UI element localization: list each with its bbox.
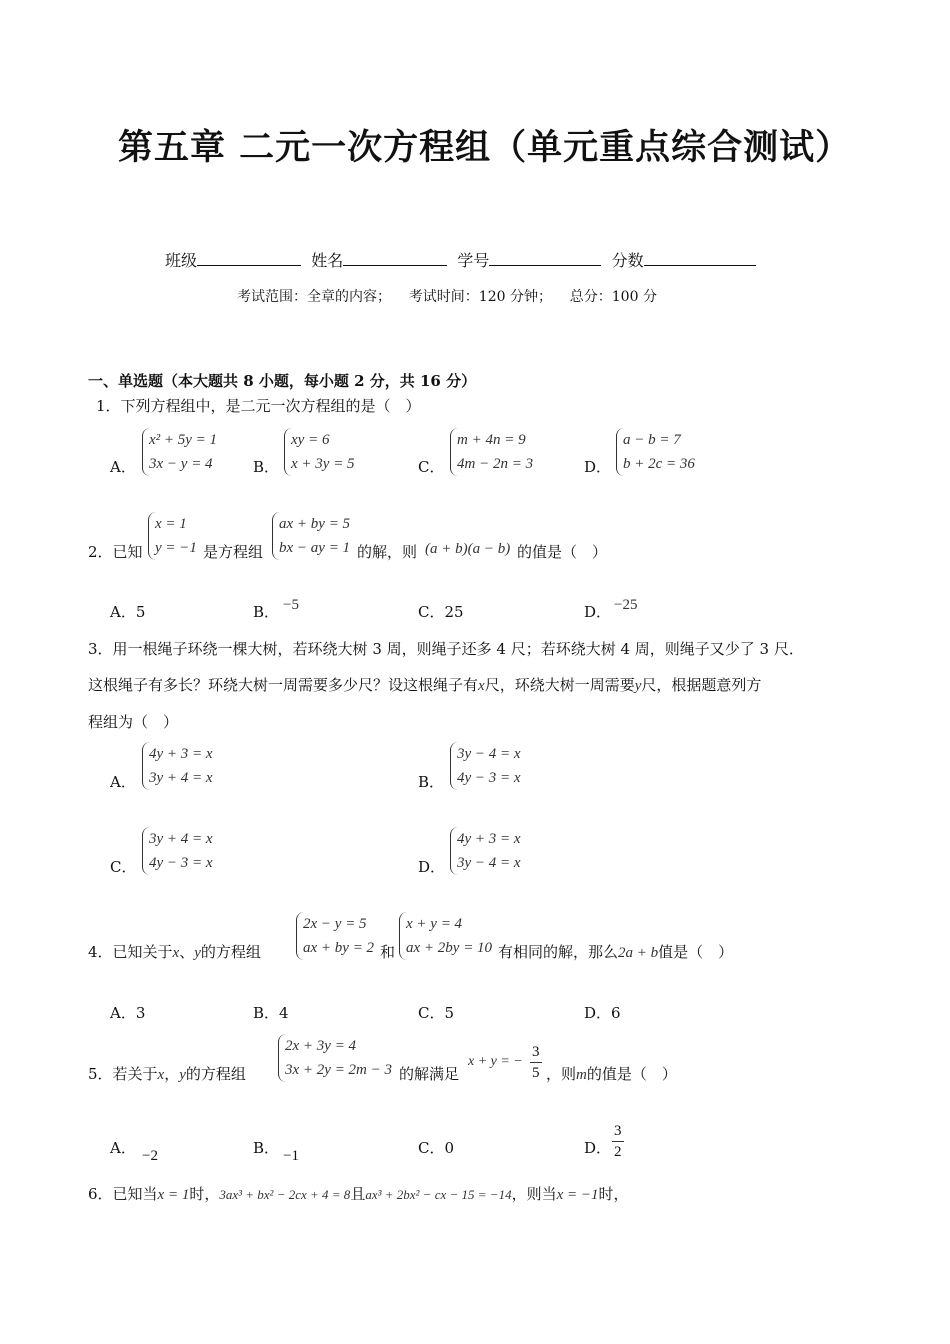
q2-solution-system: x = 1 y = −1 (148, 512, 197, 560)
q1-label-d[interactable]: D． (584, 458, 612, 476)
student-info-line (165, 248, 756, 271)
name-blank[interactable] (343, 249, 447, 266)
q1-stem: 1．下列方程组中，是二元一次方程组的是（ ） (96, 397, 421, 415)
q2-equation-system: ax + by = 5 bx − ay = 1 (272, 512, 350, 560)
q5-mid2: 的解满足 (399, 1065, 460, 1083)
q4-system-1: 2x − y = 5 ax + by = 2 (296, 912, 374, 960)
q1-option-b-system[interactable]: xy = 6 x + 3y = 5 (284, 428, 355, 476)
q3-line3: 程组为（ ） (88, 713, 179, 731)
score-label: 分数 (611, 251, 644, 270)
q1-option-a-system[interactable]: x² + 5y = 1 3x − y = 4 (142, 428, 217, 476)
q2-suffix1: 的解，则 (357, 543, 418, 561)
q4-option-d[interactable]: D．6 (584, 1004, 621, 1022)
q5-condition-fraction: $\frac{3}{5}$ (532, 1044, 540, 1081)
q2-prefix: 2．已知 (88, 543, 143, 561)
id-blank[interactable] (489, 249, 601, 266)
class-blank[interactable] (197, 249, 301, 266)
q3-label-b[interactable]: B． (418, 773, 445, 791)
q3-option-d-system[interactable]: 4y + 3 = x 3y − 4 = x (450, 827, 521, 875)
page-title: 第五章 二元一次方程组（单元重点综合测试） (118, 128, 852, 168)
score-blank[interactable] (644, 249, 756, 266)
q5-text-end: ，则m的值是（ ） (546, 1065, 677, 1083)
q5-option-d-fraction: $\frac{3}{2}$ (614, 1123, 622, 1160)
q3-option-b-system[interactable]: 3y − 4 = x 4y − 3 = x (450, 742, 521, 790)
q6-text: 6．已知当x = 1时，3ax³ + bx² − 2cx + 4 = 8且ax³ + 2bx² − cx − 15 = −14，则当x = −1时， (88, 1185, 629, 1203)
name-label: 姓名 (311, 251, 344, 270)
q4-option-c[interactable]: C．5 (418, 1004, 455, 1022)
q2-option-a[interactable]: A．5 (110, 603, 146, 621)
q1-label-b[interactable]: B． (253, 458, 280, 476)
q2-option-c[interactable]: C．25 (418, 603, 464, 621)
q2-option-b-label[interactable]: B． (253, 603, 280, 621)
q3-line1: 3．用一根绳子环绕一棵大树，若环绕大树 3 周，则绳子还多 4 尺；若环绕大树 4 周，则绳子又少了 3 尺． (88, 640, 804, 658)
q3-option-c-system[interactable]: 3y + 4 = x 4y − 3 = x (142, 827, 213, 875)
q5-option-b-value: −1 (283, 1148, 299, 1164)
q2-option-d-value: −25 (614, 597, 638, 613)
section-heading: 一、单选题（本大题共 8 小题，每小题 2 分，共 16 分） (88, 372, 477, 390)
q2-option-d-label[interactable]: D． (584, 603, 612, 621)
q5-option-d-label[interactable]: D． (584, 1139, 612, 1157)
q5-option-c[interactable]: C．0 (418, 1139, 455, 1157)
q3-option-a-system[interactable]: 4y + 3 = x 3y + 4 = x (142, 742, 213, 790)
q4-system-2: x + y = 4 ax + 2by = 10 (399, 912, 492, 960)
q5-text-start: 5．若关于x，y的方程组 (88, 1065, 246, 1083)
q1-option-c-system[interactable]: m + 4n = 9 4m − 2n = 3 (450, 428, 533, 476)
q2-suffix2: 的值是（ ） (517, 543, 608, 561)
q4-text-start: 4．已知关于x、y的方程组 (88, 943, 261, 961)
q5-system: 2x + 3y = 4 3x + 2y = 2m − 3 (278, 1034, 392, 1082)
exam-info: 考试范围：全章的内容； 考试时间：120 分钟； 总分：100 分 (237, 289, 657, 305)
q1-label-a[interactable]: A． (110, 458, 136, 476)
q1-option-d-system[interactable]: a − b = 7 b + 2c = 36 (616, 428, 695, 476)
q3-label-c[interactable]: C． (110, 858, 137, 876)
q4-text-end: 有相同的解，那么2a + b值是（ ） (498, 943, 734, 961)
q2-option-b-value: −5 (283, 597, 299, 613)
q3-label-d[interactable]: D． (418, 858, 446, 876)
class-label: 班级 (165, 251, 198, 270)
q5-condition: x + y = − (468, 1054, 523, 1069)
q2-mid: 是方程组 (203, 543, 264, 561)
q2-expression: (a + b)(a − b) (425, 541, 511, 557)
q5-option-b-label[interactable]: B． (253, 1139, 280, 1157)
q4-and: 和 (380, 943, 396, 961)
q1-label-c[interactable]: C． (418, 458, 445, 476)
q3-label-a[interactable]: A． (110, 773, 136, 791)
q4-option-b[interactable]: B．4 (253, 1004, 289, 1022)
q3-line2: 这根绳子有多长？环绕大树一周需要多少尺？设这根绳子有x尺，环绕大树一周需要y尺，根据题意列方 (88, 676, 762, 694)
q5-option-a-value: −2 (142, 1148, 158, 1164)
id-label: 学号 (457, 251, 490, 270)
q4-option-a[interactable]: A．3 (110, 1004, 146, 1022)
q5-option-a-label[interactable]: A． (110, 1139, 136, 1157)
